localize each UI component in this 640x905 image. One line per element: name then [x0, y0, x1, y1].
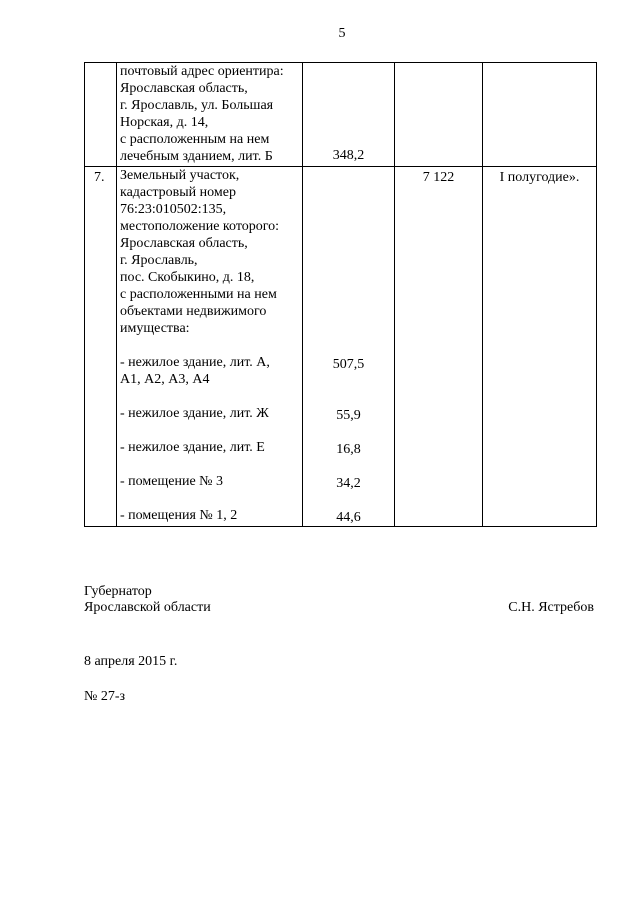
- area-value: 348,2: [332, 148, 365, 163]
- description-cell: [117, 63, 303, 167]
- object-label-3: - нежилое здание, лит. Е: [120, 440, 265, 455]
- object-label-word: А,: [256, 355, 270, 370]
- index-cell: [85, 63, 117, 167]
- table-row-7: [85, 167, 597, 527]
- row-index: 7.: [94, 170, 105, 185]
- signatory-name: С.Н. Ястребов: [508, 600, 594, 615]
- object-label-2: - нежилое здание, лит. Ж: [120, 406, 269, 421]
- value-cell: [395, 167, 483, 527]
- period-cell: [483, 167, 597, 527]
- object-label-1: [120, 354, 302, 371]
- object-label-word: - нежилое: [120, 355, 180, 370]
- area-cell: [303, 167, 395, 527]
- description-line: имущества:: [120, 321, 190, 336]
- signatory-title-line1: Губернатор: [84, 584, 152, 599]
- description-line: Норская, д. 14,: [120, 115, 209, 130]
- description-line: с расположенными на нем: [120, 287, 277, 302]
- signatory-title-line2: Ярославской области: [84, 600, 211, 615]
- property-table: [84, 62, 597, 527]
- value-cell: [395, 63, 483, 167]
- description-cell: [117, 167, 303, 527]
- area-cell: [303, 63, 395, 167]
- period-cell: [483, 63, 597, 167]
- object-area: 507,5: [332, 357, 365, 372]
- object-label-word: здание,: [182, 355, 227, 370]
- document-date: 8 апреля 2015 г.: [84, 654, 178, 669]
- page-number: 5: [338, 26, 346, 41]
- description-line: пос. Скобыкино, д. 18,: [120, 270, 255, 285]
- description-line: лечебным зданием, лит. Б: [120, 149, 273, 164]
- object-area: 34,2: [336, 476, 361, 491]
- description-line: 76:23:010502:135,: [120, 202, 227, 217]
- description-line: почтовый адрес ориентира:: [120, 64, 284, 79]
- description-line: Ярославская область,: [120, 236, 248, 251]
- document-number: № 27-з: [84, 689, 126, 704]
- row-value: 7 122: [422, 170, 455, 185]
- object-area: 44,6: [336, 510, 361, 525]
- object-label-word: лит.: [229, 355, 253, 370]
- description-line: объектами недвижимого: [120, 304, 267, 319]
- object-area: 16,8: [336, 442, 361, 457]
- description-line: с расположенным на нем: [120, 132, 270, 147]
- description-line: местоположение которого:: [120, 219, 280, 234]
- description-line: кадастровый номер: [120, 185, 236, 200]
- description-line: г. Ярославль,: [120, 253, 198, 268]
- object-label-4: - помещение № 3: [120, 474, 224, 489]
- table-row-continued: [85, 63, 597, 167]
- index-cell: [85, 167, 117, 527]
- description-line: г. Ярославль, ул. Большая: [120, 98, 274, 113]
- object-label-5: - помещения № 1, 2: [120, 508, 238, 523]
- description-line: Ярославская область,: [120, 81, 248, 96]
- row-period: I полугодие».: [499, 170, 580, 185]
- description-line: Земельный участок,: [120, 168, 240, 183]
- object-label-1-cont: А1, А2, А3, А4: [120, 372, 210, 387]
- object-area: 55,9: [336, 408, 361, 423]
